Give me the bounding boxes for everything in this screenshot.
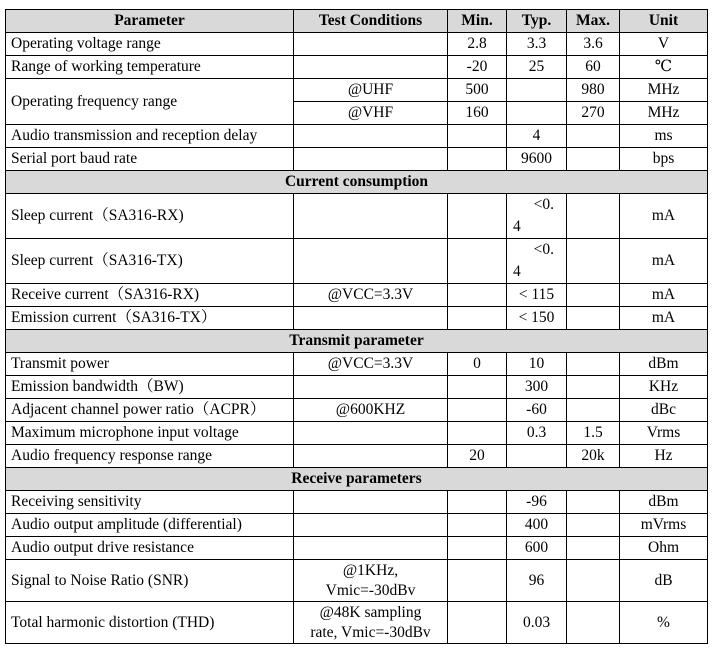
- max-cell: 270: [567, 102, 620, 125]
- typ-cell: 400: [507, 514, 567, 537]
- min-cell: 20: [448, 445, 507, 468]
- typ-cell: -96: [507, 491, 567, 514]
- table-row: [6, 445, 708, 468]
- typ-cell: < 115: [507, 284, 567, 307]
- param-cell: Serial port baud rate: [6, 148, 294, 171]
- condition-line-1: @1KHz,: [342, 561, 399, 579]
- max-cell: 1.5: [567, 422, 620, 445]
- header-unit: Unit: [620, 10, 708, 33]
- min-cell: [448, 491, 507, 514]
- max-cell: [567, 307, 620, 330]
- min-cell: 0: [448, 353, 507, 376]
- min-cell: [448, 148, 507, 171]
- condition-cell: [294, 33, 448, 56]
- max-cell: [567, 125, 620, 148]
- param-cell: Emission bandwidth（BW): [6, 376, 294, 399]
- typ-cell: [507, 79, 567, 102]
- max-cell: [567, 194, 620, 239]
- min-cell: [448, 284, 507, 307]
- spec-table: [5, 9, 708, 644]
- condition-cell: [294, 376, 448, 399]
- typ-line-1: <0.: [533, 196, 554, 213]
- condition-cell: [294, 56, 448, 79]
- param-cell: Sleep current（SA316-TX): [6, 239, 294, 284]
- max-cell: [567, 399, 620, 422]
- condition-cell: @600KHZ: [294, 399, 448, 422]
- typ-cell: 9600: [507, 148, 567, 171]
- condition-cell: @VCC=3.3V: [294, 353, 448, 376]
- max-cell: 3.6: [567, 33, 620, 56]
- max-cell: [567, 239, 620, 284]
- table-row: [6, 56, 708, 79]
- typ-cell: 25: [507, 56, 567, 79]
- typ-cell: [507, 102, 567, 125]
- unit-cell: dB: [620, 560, 708, 602]
- typ-cell: 3.3: [507, 33, 567, 56]
- table-row: [6, 79, 708, 102]
- table-row: [6, 33, 708, 56]
- min-cell: [448, 560, 507, 602]
- max-cell: 980: [567, 79, 620, 102]
- section-header-current: [6, 171, 708, 194]
- unit-cell: mVrms: [620, 514, 708, 537]
- table-row: [6, 422, 708, 445]
- unit-cell: MHz: [620, 79, 708, 102]
- unit-cell: %: [620, 602, 708, 644]
- unit-cell: Hz: [620, 445, 708, 468]
- unit-cell: mA: [620, 239, 708, 284]
- param-cell: Adjacent channel power ratio（ACPR）: [6, 399, 294, 422]
- typ-cell: 4: [507, 125, 567, 148]
- max-cell: [567, 602, 620, 644]
- typ-line-2: 4: [513, 263, 521, 280]
- max-cell: 20k: [567, 445, 620, 468]
- min-cell: [448, 399, 507, 422]
- condition-line-2: rate, Vmic=-30dBv: [310, 623, 431, 641]
- section-header-receive: [6, 468, 708, 491]
- condition-cell: [294, 491, 448, 514]
- typ-cell: 600: [507, 537, 567, 560]
- max-cell: [567, 537, 620, 560]
- param-cell: Range of working temperature: [6, 56, 294, 79]
- condition-line-1: @48K sampling: [319, 603, 422, 621]
- param-cell: Audio output amplitude (differential): [6, 514, 294, 537]
- param-cell: Emission current（SA316-TX）: [6, 307, 294, 330]
- header-min: Min.: [448, 10, 507, 33]
- typ-line-2: 4: [513, 218, 521, 235]
- condition-cell: [294, 125, 448, 148]
- table-row: [6, 491, 708, 514]
- typ-cell: 96: [507, 560, 567, 602]
- unit-cell: mA: [620, 194, 708, 239]
- typ-cell: [507, 194, 567, 239]
- max-cell: [567, 353, 620, 376]
- param-cell: Operating frequency range: [6, 79, 294, 125]
- min-cell: [448, 602, 507, 644]
- typ-cell: < 150: [507, 307, 567, 330]
- condition-cell: @VCC=3.3V: [294, 284, 448, 307]
- condition-cell: [294, 445, 448, 468]
- unit-cell: bps: [620, 148, 708, 171]
- unit-cell: mA: [620, 307, 708, 330]
- typ-cell: 0.3: [507, 422, 567, 445]
- param-cell: Sleep current（SA316-RX): [6, 194, 294, 239]
- condition-cell: [294, 560, 448, 602]
- param-cell: Transmit power: [6, 353, 294, 376]
- min-cell: [448, 125, 507, 148]
- table-row: [6, 560, 708, 602]
- condition-cell: [294, 194, 448, 239]
- typ-cell: 0.03: [507, 602, 567, 644]
- unit-cell: Vrms: [620, 422, 708, 445]
- typ-cell: 300: [507, 376, 567, 399]
- table-row: [6, 125, 708, 148]
- param-cell: Total harmonic distortion (THD): [6, 602, 294, 644]
- max-cell: [567, 148, 620, 171]
- unit-cell: dBm: [620, 353, 708, 376]
- condition-cell: [294, 307, 448, 330]
- min-cell: 160: [448, 102, 507, 125]
- max-cell: [567, 514, 620, 537]
- min-cell: [448, 194, 507, 239]
- table-row: [6, 353, 708, 376]
- typ-cell: -60: [507, 399, 567, 422]
- max-cell: [567, 376, 620, 399]
- typ-cell: [507, 239, 567, 284]
- max-cell: 60: [567, 56, 620, 79]
- param-cell: Receive current（SA316-RX): [6, 284, 294, 307]
- min-cell: [448, 514, 507, 537]
- unit-cell: mA: [620, 284, 708, 307]
- table-row: [6, 399, 708, 422]
- condition-cell: @VHF: [294, 102, 448, 125]
- header-max: Max.: [567, 10, 620, 33]
- table-row: [6, 239, 708, 284]
- param-cell: Audio frequency response range: [6, 445, 294, 468]
- table-row: [6, 148, 708, 171]
- condition-cell: [294, 537, 448, 560]
- min-cell: [448, 239, 507, 284]
- max-cell: [567, 491, 620, 514]
- table-row: [6, 307, 708, 330]
- unit-cell: MHz: [620, 102, 708, 125]
- max-cell: [567, 560, 620, 602]
- header-conditions: Test Conditions: [294, 10, 448, 33]
- param-cell: Maximum microphone input voltage: [6, 422, 294, 445]
- unit-cell: Ohm: [620, 537, 708, 560]
- header-typ: Typ.: [507, 10, 567, 33]
- param-cell: Operating voltage range: [6, 33, 294, 56]
- unit-cell: dBm: [620, 491, 708, 514]
- table-row: [6, 376, 708, 399]
- param-cell: Audio transmission and reception delay: [6, 125, 294, 148]
- condition-cell: [294, 239, 448, 284]
- unit-cell: V: [620, 33, 708, 56]
- unit-cell: dBc: [620, 399, 708, 422]
- condition-line-2: Vmic=-30dBv: [325, 581, 416, 599]
- min-cell: [448, 422, 507, 445]
- condition-cell: [294, 514, 448, 537]
- typ-line-1: <0.: [533, 241, 554, 258]
- section-title: Current consumption: [6, 171, 708, 194]
- typ-cell: [507, 445, 567, 468]
- unit-cell: ℃: [620, 56, 708, 79]
- min-cell: 2.8: [448, 33, 507, 56]
- section-title: Receive parameters: [6, 468, 708, 491]
- unit-cell: KHz: [620, 376, 708, 399]
- table-row: [6, 194, 708, 239]
- param-cell: Receiving sensitivity: [6, 491, 294, 514]
- param-cell: Signal to Noise Ratio (SNR): [6, 560, 294, 602]
- min-cell: [448, 537, 507, 560]
- table-row: [6, 602, 708, 644]
- condition-cell: [294, 602, 448, 644]
- condition-cell: @UHF: [294, 79, 448, 102]
- max-cell: [567, 284, 620, 307]
- header-parameter: Parameter: [6, 10, 294, 33]
- unit-cell: ms: [620, 125, 708, 148]
- min-cell: 500: [448, 79, 507, 102]
- table-row: [6, 284, 708, 307]
- min-cell: [448, 376, 507, 399]
- condition-cell: [294, 148, 448, 171]
- typ-cell: 10: [507, 353, 567, 376]
- section-title: Transmit parameter: [6, 330, 708, 353]
- min-cell: -20: [448, 56, 507, 79]
- param-cell: Audio output drive resistance: [6, 537, 294, 560]
- table-row: [6, 514, 708, 537]
- table-row: [6, 537, 708, 560]
- header-row: [6, 10, 708, 33]
- condition-cell: [294, 422, 448, 445]
- section-header-transmit: [6, 330, 708, 353]
- min-cell: [448, 307, 507, 330]
